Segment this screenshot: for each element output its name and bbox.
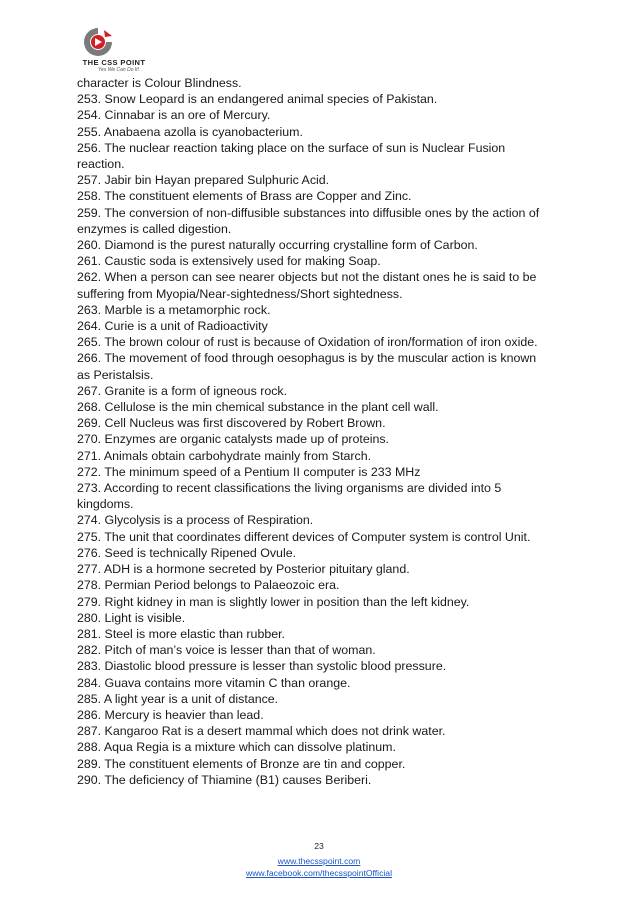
text-line: 273. According to recent classifications the living organisms are divided into 5 [77,481,502,496]
text-line: 277. ADH is a hormone secreted by Posterior pituitary gland. [77,562,410,577]
text-line: 275. The unit that coordinates different devices of Computer system is control Unit. [77,529,531,544]
text-line: 281. Steel is more elastic than rubber. [77,626,286,641]
text-line: 263. Marble is a metamorphic rock. [77,302,271,317]
text-line: 253. Snow Leopard is an endangered animal species of Pakistan. [77,92,438,107]
body-text [77,75,563,788]
text-line: as Peristalsis. [77,367,154,382]
text-line: character is Colour Blindness. [77,76,242,90]
text-line: 278. Permian Period belongs to Palaeozoic era. [77,578,340,593]
text-line: 283. Diastolic blood pressure is lesser than systolic blood pressure. [77,659,447,674]
text-line: reaction. [77,157,125,172]
text-line: 289. The constituent elements of Bronze are tin and copper. [77,756,406,771]
logo [78,24,150,78]
text-line: 279. Right kidney in man is slightly lower in position than the left kidney. [77,594,470,609]
facebook-link[interactable]: www.facebook.com/thecsspointOfficial [245,868,392,878]
text-line: 288. Aqua Regia is a mixture which can dissolve platinum. [77,740,396,755]
text-line: suffering from Myopia/Near-sightedness/Short sightedness. [77,286,403,301]
text-line: 268. Cellulose is the min chemical substance in the plant cell wall. [77,400,439,415]
text-line: 276. Seed is technically Ripened Ovule. [77,545,297,560]
text-line: 282. Pitch of man’s voice is lesser than that of woman. [77,643,376,658]
text-line: 257. Jabir bin Hayan prepared Sulphuric Acid. [77,173,330,188]
text-line: 261. Caustic soda is extensively used for making Soap. [77,254,381,269]
text-line: 267. Granite is a form of igneous rock. [77,383,288,398]
text-line: 266. The movement of food through oesophagus is by the muscular action is known [77,351,537,366]
text-line: 280. Light is visible. [77,610,186,625]
text-line: 256. The nuclear reaction taking place on the surface of sun is Nuclear Fusion [77,140,506,155]
website-link[interactable]: www.thecsspoint.com [277,856,361,866]
text-line: 269. Cell Nucleus was first discovered by Robert Brown. [77,416,386,431]
text-line: 265. The brown colour of rust is because of Oxidation of iron/formation of iron oxide. [77,335,538,350]
text-line: 286. Mercury is heavier than lead. [77,707,264,722]
text-line: 285. A light year is a unit of distance. [77,691,279,706]
logo-tagline: Yes We Can Do It! [98,67,140,73]
text-line: 270. Enzymes are organic catalysts made up of proteins. [77,432,389,447]
text-line: 260. Diamond is the purest naturally occurring crystalline form of Carbon. [77,238,478,253]
text-line: enzymes is called digestion. [77,221,232,236]
text-line: 272. The minimum speed of a Pentium II computer is 233 MHz [77,464,421,479]
text-line: 262. When a person can see nearer objects but not the distant ones he is said to be [77,270,537,285]
text-line: 264. Curie is a unit of Radioactivity [77,319,268,334]
text-line: 271. Animals obtain carbohydrate mainly from Starch. [77,448,372,463]
text-line: 255. Anabaena azolla is cyanobacterium. [77,124,303,139]
logo-name: THE CSS POINT [82,58,146,67]
text-line: kingdoms. [77,497,134,512]
text-line: 274. Glycolysis is a process of Respiration. [77,513,314,528]
text-line: 254. Cinnabar is an ore of Mercury. [77,108,271,123]
text-line: 284. Guava contains more vitamin C than orange. [77,675,351,690]
text-line: 287. Kangaroo Rat is a desert mammal which does not drink water. [77,724,446,739]
text-line: 290. The deficiency of Thiamine (B1) causes Beriberi. [77,772,372,787]
text-line: 259. The conversion of non-diffusible substances into diffusible ones by the action of [77,205,540,220]
text-line: 258. The constituent elements of Brass are Copper and Zinc. [77,189,412,204]
page-number: 23 [314,841,324,851]
logo-mark-icon [78,24,150,58]
